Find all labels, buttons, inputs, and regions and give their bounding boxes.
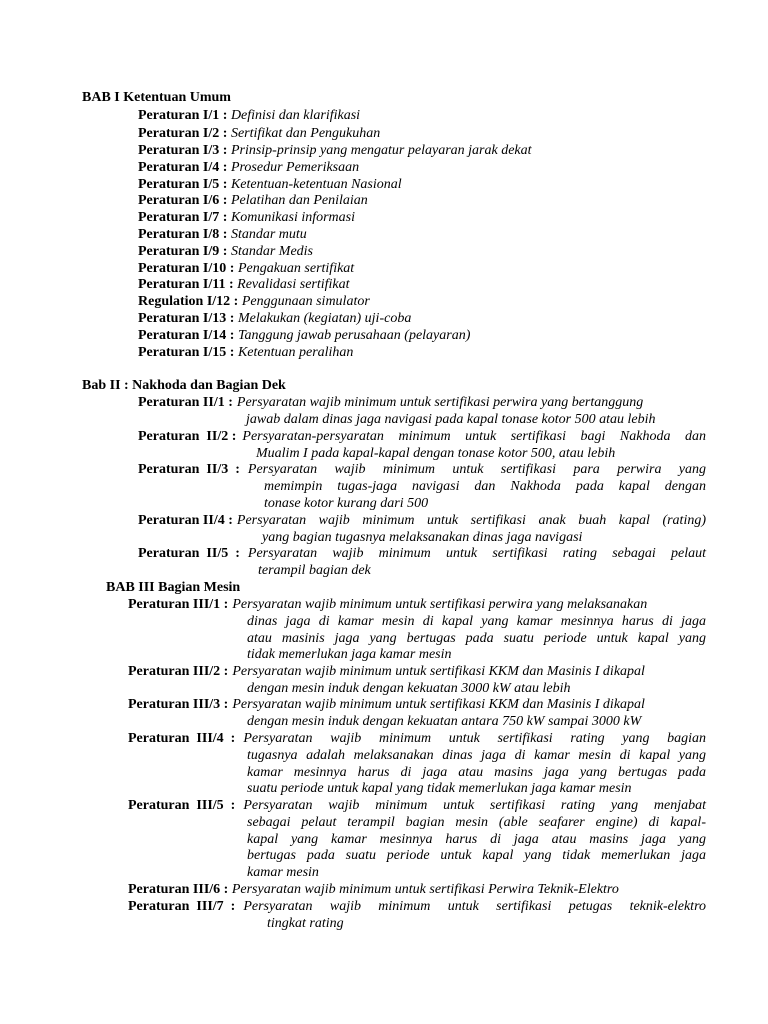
bab3-item bbox=[128, 899, 706, 933]
bab1-item bbox=[138, 311, 411, 328]
item-text-line: Mualim I pada kapal-kapal dengan tonase kotor 500, atau lebih bbox=[256, 445, 616, 461]
bab3-item bbox=[128, 731, 706, 798]
item-text-line: Persyaratan wajib minimum untuk sertifikasi rating yang bagian bbox=[243, 731, 706, 746]
item-text-line: kamar mesinnya harus di jaga atau masins jaga yang bertugas pada bbox=[247, 764, 706, 780]
item-label: Peraturan III/4 : bbox=[128, 731, 236, 746]
item-label: Peraturan I/5 : bbox=[138, 177, 228, 192]
item-label: Peraturan I/14 : bbox=[138, 328, 235, 343]
item-text-line: sebagai pelaut terampil bagian mesin (able seafarer engine) di kapal- bbox=[247, 814, 706, 830]
bab2-item bbox=[138, 513, 706, 547]
item-text-line: Persyaratan wajib minimum untuk sertifikasi perwira yang melaksanakan bbox=[232, 597, 648, 612]
item-label: Peraturan II/3 : bbox=[138, 462, 240, 477]
item-label: Peraturan III/1 : bbox=[128, 597, 229, 612]
bab1-item bbox=[138, 210, 355, 227]
item-text-line: suatu periode untuk kapal yang tidak memerlukan jaga kamar mesin bbox=[247, 781, 632, 797]
bab1-item bbox=[138, 193, 368, 210]
item-label: Peraturan I/15 : bbox=[138, 345, 235, 360]
item-label: Peraturan II/5 : bbox=[138, 546, 240, 561]
bab3-item bbox=[128, 664, 706, 698]
bab3-item bbox=[128, 798, 706, 882]
bab1-item bbox=[138, 227, 307, 244]
item-text-line: memimpin tugas-jaga navigasi dan Nakhoda pada kapal dengan bbox=[264, 478, 706, 494]
item-label: Peraturan III/6 : bbox=[128, 882, 229, 897]
item-label: Peraturan I/4 : bbox=[138, 160, 228, 175]
item-label: Peraturan I/2 : bbox=[138, 126, 228, 141]
item-text: Ketentuan peralihan bbox=[237, 345, 354, 360]
item-text-line: terampil bagian dek bbox=[258, 562, 371, 578]
item-text-line: tugasnya adalah melaksanakan dinas jaga di kamar mesin di kapal yang bbox=[247, 747, 706, 763]
item-label: Peraturan I/11 : bbox=[138, 277, 234, 292]
bab3-item bbox=[128, 597, 706, 664]
item-text-line: dinas jaga di kamar mesin di kapal yang kamar mesinnya harus di jaga bbox=[247, 613, 706, 629]
bab2-item bbox=[138, 546, 706, 580]
item-text-line: kapal yang kamar mesinnya harus di jaga atau masins jaga yang bbox=[247, 831, 706, 847]
bab2-heading: Bab II : Nakhoda dan Bagian Dek bbox=[82, 378, 286, 393]
bab1-item bbox=[138, 277, 350, 294]
item-text-line: tingkat rating bbox=[267, 915, 344, 931]
bab2-item bbox=[138, 429, 706, 463]
bab1-item bbox=[138, 177, 402, 194]
bab1-item bbox=[138, 261, 354, 278]
bab1-heading: BAB I Ketentuan Umum bbox=[82, 90, 231, 105]
item-text-line: dengan mesin induk dengan kekuatan 3000 kW atau lebih bbox=[247, 680, 571, 696]
bab3-item bbox=[128, 882, 619, 899]
item-text: Sertifikat dan Pengukuhan bbox=[230, 126, 381, 141]
item-text-line: Persyaratan wajib minimum untuk sertifikasi Perwira Teknik-Elektro bbox=[231, 882, 619, 897]
item-text: Pengakuan sertifikat bbox=[237, 261, 355, 276]
item-text-line: Persyaratan wajib minimum untuk sertifikasi KKM dan Masinis I dikapal bbox=[232, 664, 645, 679]
item-text-line: Persyaratan wajib minimum untuk sertifikasi rating sebagai pelaut bbox=[247, 546, 706, 561]
item-text-line: Persyaratan wajib minimum untuk sertifikasi KKM dan Masinis I dikapal bbox=[232, 697, 645, 712]
item-text-line: bertugas pada suatu periode untuk kapal yang tidak memerlukan jaga bbox=[247, 848, 706, 864]
item-label: Peraturan I/7 : bbox=[138, 210, 228, 225]
item-label: Peraturan III/7 : bbox=[128, 899, 236, 914]
item-text: Prinsip-prinsip yang mengatur pelayaran jarak dekat bbox=[230, 143, 532, 158]
item-text: Prosedur Pemeriksaan bbox=[230, 160, 360, 175]
item-label: Peraturan II/1 : bbox=[138, 395, 233, 410]
bab3-item bbox=[128, 697, 706, 731]
item-label: Peraturan III/3 : bbox=[128, 697, 229, 712]
item-text-line: Persyaratan-persyaratan minimum untuk sertifikasi bagi Nakhoda dan bbox=[242, 429, 706, 444]
item-text: Definisi dan klarifikasi bbox=[230, 108, 361, 123]
item-text: Komunikasi informasi bbox=[230, 210, 356, 225]
item-text: Standar mutu bbox=[230, 227, 307, 242]
item-text-line: Persyaratan wajib minimum untuk sertifikasi petugas teknik-elektro bbox=[243, 899, 706, 914]
bab1-item bbox=[138, 345, 353, 362]
bab2-item bbox=[138, 395, 706, 429]
item-text: Ketentuan-ketentuan Nasional bbox=[230, 177, 402, 192]
item-text-line: atau masinis jaga yang bertugas pada suatu periode untuk kapal yang bbox=[247, 630, 706, 646]
item-text-line: Persyaratan wajib minimum untuk sertifikasi anak buah kapal (rating) bbox=[236, 513, 706, 528]
item-label: Peraturan I/3 : bbox=[138, 143, 228, 158]
item-text-line: jawab dalam dinas jaga navigasi pada kapal tonase kotor 500 atau lebih bbox=[246, 411, 656, 427]
item-text-line: Persyaratan wajib minimum untuk sertifikasi rating yang menjabat bbox=[243, 798, 706, 813]
bab1-item bbox=[138, 108, 360, 125]
item-text: Standar Medis bbox=[230, 244, 313, 259]
item-label: Peraturan I/6 : bbox=[138, 193, 228, 208]
item-text: Tanggung jawab perusahaan (pelayaran) bbox=[237, 328, 471, 343]
bab1-item bbox=[138, 328, 470, 345]
item-text-line: tidak memerlukan jaga kamar mesin bbox=[247, 647, 452, 663]
item-text: Pelatihan dan Penilaian bbox=[230, 193, 368, 208]
bab1-item bbox=[138, 244, 313, 261]
bab1-item bbox=[138, 143, 532, 160]
item-label: Regulation I/12 : bbox=[138, 294, 239, 309]
item-text-line: Persyaratan wajib minimum untuk sertifikasi para perwira yang bbox=[247, 462, 706, 477]
item-label: Peraturan II/2 : bbox=[138, 429, 237, 444]
item-text: Revalidasi sertifikat bbox=[237, 277, 350, 292]
item-label: Peraturan I/13 : bbox=[138, 311, 235, 326]
item-text-line: kamar mesin bbox=[247, 865, 319, 881]
item-label: Peraturan II/4 : bbox=[138, 513, 233, 528]
bab3-heading: BAB III Bagian Mesin bbox=[106, 580, 241, 595]
item-text-line: dengan mesin induk dengan kekuatan antara 750 kW sampai 3000 kW bbox=[247, 713, 642, 729]
item-text-line: Persyaratan wajib minimum untuk sertifikasi perwira yang bertanggung bbox=[236, 395, 644, 410]
bab1-item bbox=[138, 294, 370, 311]
item-label: Peraturan III/2 : bbox=[128, 664, 229, 679]
item-label: Peraturan I/9 : bbox=[138, 244, 228, 259]
item-text: Penggunaan simulator bbox=[241, 294, 370, 309]
item-text-line: tonase kotor kurang dari 500 bbox=[264, 495, 429, 511]
item-text-line: yang bagian tugasnya melaksanakan dinas jaga navigasi bbox=[262, 529, 583, 545]
item-label: Peraturan III/5 : bbox=[128, 798, 236, 813]
item-label: Peraturan I/10 : bbox=[138, 261, 235, 276]
item-label: Peraturan I/8 : bbox=[138, 227, 228, 242]
item-label: Peraturan I/1 : bbox=[138, 108, 228, 123]
bab1-item bbox=[138, 126, 380, 143]
bab2-item bbox=[138, 462, 706, 512]
item-text: Melakukan (kegiatan) uji-coba bbox=[237, 311, 412, 326]
bab1-item bbox=[138, 160, 359, 177]
